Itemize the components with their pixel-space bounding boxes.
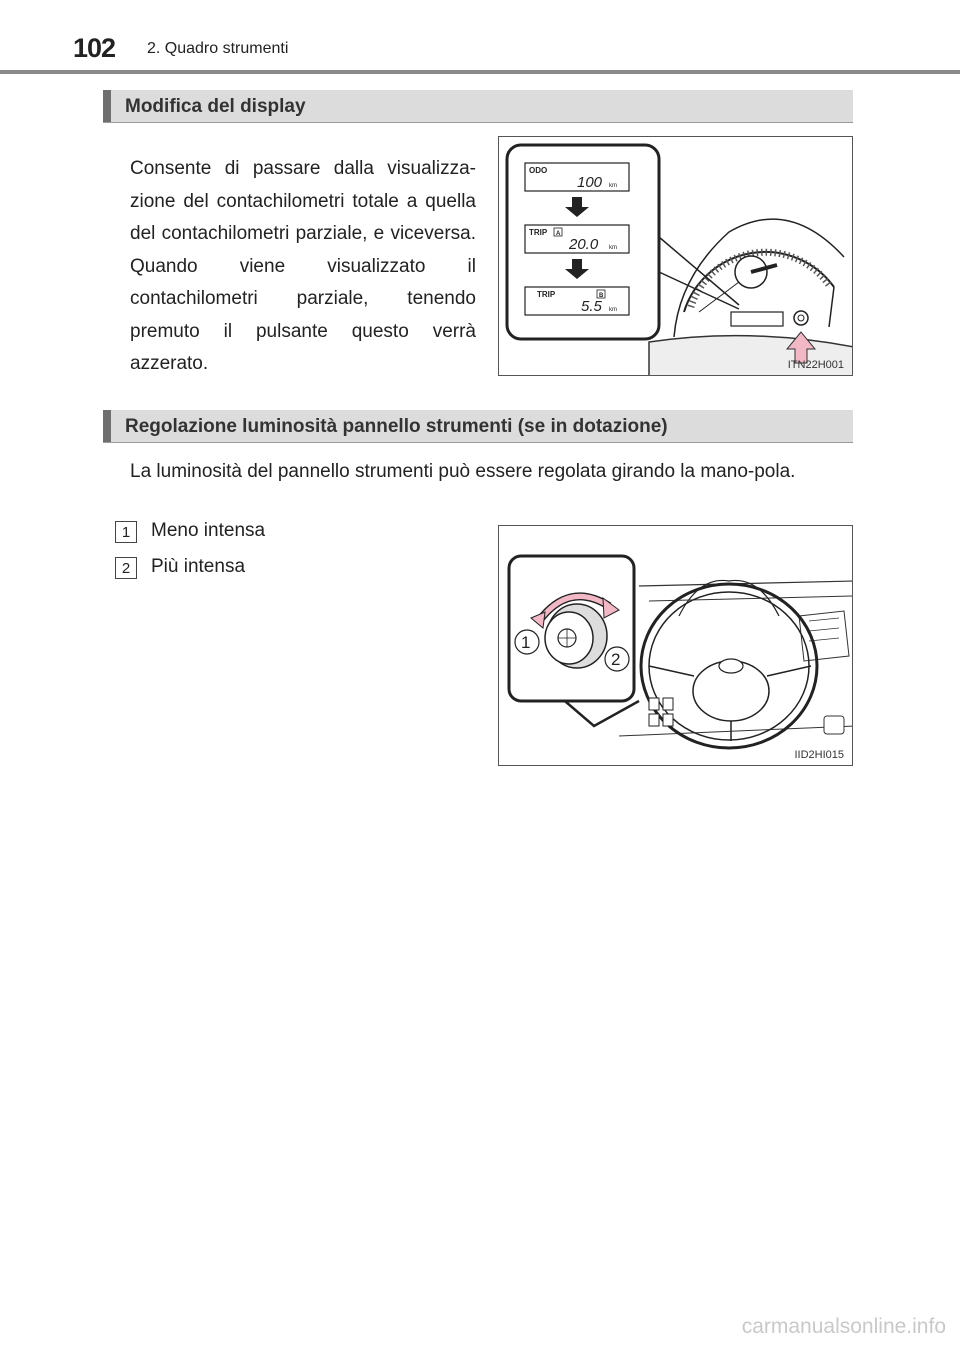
display-odo-value: 100	[577, 174, 603, 191]
display-tripb-unit: km	[609, 307, 617, 313]
item-label: Meno intensa	[151, 520, 266, 541]
display-tripa-unit: km	[609, 245, 617, 251]
item-label: Più intensa	[151, 556, 246, 577]
display-odo-label: ODO	[529, 166, 548, 175]
item-number-box: 1	[115, 521, 137, 543]
item-number-box: 2	[115, 557, 137, 579]
section1-paragraph: Consente di passare dalla visualizza-zione del contachilometri totale a quella del contachilometri parziale, e viceversa. Quando viene visualizzato il contachilometri parziale, tenendo premuto il pulsante questo verrà azzerato.	[130, 158, 476, 374]
section-heading-display	[103, 90, 853, 122]
dimmer-illustration	[499, 526, 853, 766]
page-number: 102	[73, 33, 116, 63]
section-heading-text: Modifica del display	[125, 96, 306, 117]
header-rule	[0, 70, 960, 74]
figure-code: ITN22H001	[787, 359, 844, 371]
section-heading-text: Regolazione luminosità pannello strumenti (se in dotazione)	[125, 416, 668, 437]
display-tripa-badge: A	[556, 231, 561, 237]
display-odo-unit: km	[609, 183, 617, 189]
display-tripa-value: 20.0	[569, 236, 599, 253]
section2-paragraph: La luminosità del pannello strumenti può essere regolata girando la mano-pola.	[130, 461, 796, 482]
display-tripb-value: 5.5	[581, 298, 602, 315]
figure-dimmer-knob	[498, 525, 853, 766]
display-tripb-label: TRIP	[537, 290, 556, 299]
section-heading-brightness	[103, 410, 853, 442]
odometer-illustration	[499, 137, 853, 376]
display-tripa-label: TRIP	[529, 228, 548, 237]
figure-code: IID2HI015	[794, 749, 844, 761]
callout-number-1: 1	[521, 633, 531, 652]
callout-number-2: 2	[611, 650, 621, 669]
chapter-title: 2. Quadro strumenti	[147, 40, 289, 57]
watermark: carmanualsonline.info	[741, 1315, 946, 1338]
figure-odometer-trip	[498, 136, 853, 376]
display-tripb-badge: B	[599, 293, 604, 299]
